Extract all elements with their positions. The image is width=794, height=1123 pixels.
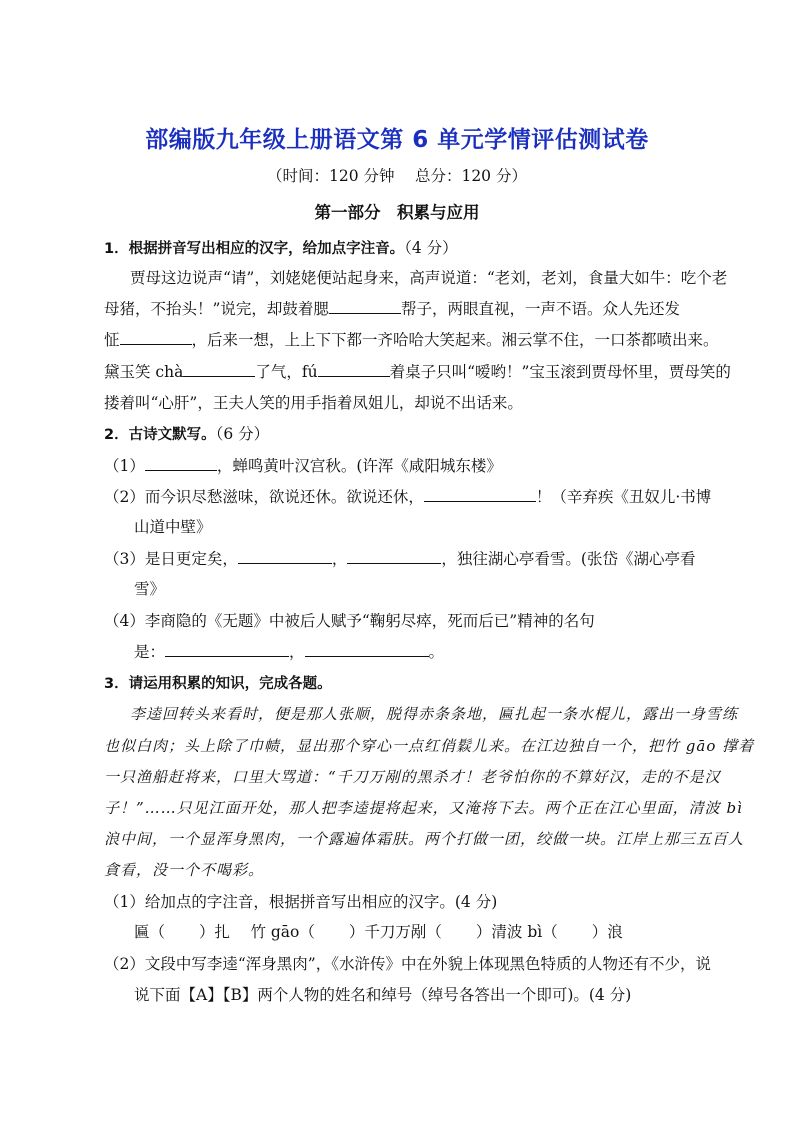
q1-passage-line: 搂着叫“心肝”，王夫人笑的用手指着凤姐儿，却说不出话来。 [104,394,523,412]
q2-item-3 [104,549,695,569]
answer-blank[interactable] [347,549,441,564]
q3-passage-line: 也似白肉；头上除了巾帻，显出那个穿心一点红俏鬏儿来。在江边独自一个，把竹 gāo 撑着 [104,737,755,755]
q1-passage-line [104,362,731,382]
answer-blank[interactable] [424,487,536,502]
question-3-heading [104,673,332,694]
q1-text: 黛玉笑 chà [104,363,184,381]
q1-text: 帮子，两眼直视，一声不语。众人先还发 [400,300,680,318]
q3-sub-1-answers [134,922,623,942]
q2-text: ， [289,643,305,661]
question-1-label: 1．根据拼音写出相应的汉字，给加点字注音。 [104,241,405,257]
question-1-score: （4 分） [404,239,458,257]
q3-passage-line: 浪中间，一个显浑身黑肉，一个露遍体霜肤。两个打做一团，绞做一块。江岸上那三五百人 [104,830,745,848]
q2-item-3-cont: 雪》 [134,580,166,598]
q3-text: ）千刀万剐（ [348,923,442,941]
q2-item-2-cont: 山道中壁》 [134,518,212,536]
q3-passage-line: 子！”……只见江面开处，那人把李逵提将起来，又淹将下去。两个正在江心里面，清波 bì [104,799,743,817]
answer-blank[interactable] [238,549,332,564]
q3-text: 匾（ [134,923,166,941]
q3-passage-line: 一只渔船赶将来，口里大骂道：“千刀万剐的黑杀才！老爷怕你的不算好汉，走的不是汉 [104,768,721,786]
q1-text: 了气，fú [255,363,318,381]
q1-text: 怔 [104,331,120,349]
q3-sub-2-cont: 说下面【A】【B】两个人物的姓名和绰号（绰号各答出一个即可)。(4 分) [134,986,632,1004]
q3-passage-line: 李逵回转头来看时，便是那人张顺，脱得赤条条地，匾扎起一条水棍儿，露出一身雪练 [130,705,739,723]
q2-text: ！（辛弃疾《丑奴儿·书博 [535,488,712,506]
answer-blank[interactable] [165,642,289,657]
answer-blank[interactable] [318,362,390,377]
q3-passage-line: 貪看，没一个不喝彩。 [104,861,265,879]
answer-blank[interactable] [305,642,429,657]
q2-text: （3）是日更定矣， [104,550,238,568]
q2-item-2 [104,487,711,507]
q3-sub-1: （1）给加点的字注音，根据拼音写出相应的汉字。(4 分) [104,893,498,911]
q1-passage-line [104,299,680,319]
q3-text: ）扎 竹 gāo（ [199,923,315,941]
question-2-heading [104,424,269,445]
q3-text: ）浪 [591,923,623,941]
q2-text: 是： [134,643,166,661]
q2-text: （1） [104,457,145,475]
q2-item-1 [104,456,502,476]
answer-blank[interactable] [329,299,401,314]
q2-text: ， [331,550,348,568]
question-1-heading [104,238,458,259]
answer-blank[interactable] [145,456,217,471]
section-heading: 第一部分 积累与应用 [314,203,480,222]
q2-text: ，独往湖心亭看雪。(张岱《湖心亭看 [441,550,696,568]
page-title: 部编版九年级上册语文第 6 单元学情评估测试卷 [145,127,649,153]
q2-text: （2）而今识尽愁滋味，欲说还休。欲说还休， [104,488,424,506]
q3-sub-2: （2）文段中写李逵“浑身黑肉”，《水浒传》中在外貌上体现黑色特质的人物还有不少，说 [104,955,711,973]
q2-text: ，蝉鸣黄叶汉宫秋。(许浑《咸阳城东楼》 [216,457,502,475]
question-2-score: （6 分） [215,425,270,443]
answer-blank[interactable] [183,362,255,377]
exam-info: （时间：120 分钟 总分：120 分） [267,167,527,185]
question-2-label: 2．古诗文默写。 [104,427,216,443]
q1-passage-line [104,330,719,350]
answer-blank[interactable] [120,330,192,345]
q2-text: 。 [428,643,445,661]
q3-text: ）清波 bì（ [475,923,558,941]
q2-item-4: （4）李商隐的《无题》中被后人赋予“鞠躬尽瘁，死而后已”精神的名句 [104,612,595,630]
question-3-label: 3．请运用积累的知识，完成各题。 [104,676,332,692]
q1-text: 着桌子只叫“嗳哟！”宝玉滚到贾母怀里，贾母笑的 [389,363,731,381]
q1-text: ，后来一想，上上下下都一齐哈哈大笑起来。湘云掌不住，一口茶都喷出来。 [191,331,719,349]
q1-text: 母猪，不抬头！”说完，却鼓着腮 [104,300,329,318]
q1-passage-line: 贾母这边说声“请”，刘姥姥便站起身来，高声说道：“老刘，老刘，食量大如牛：吃个老 [130,269,728,287]
q2-item-4-cont [134,642,444,662]
